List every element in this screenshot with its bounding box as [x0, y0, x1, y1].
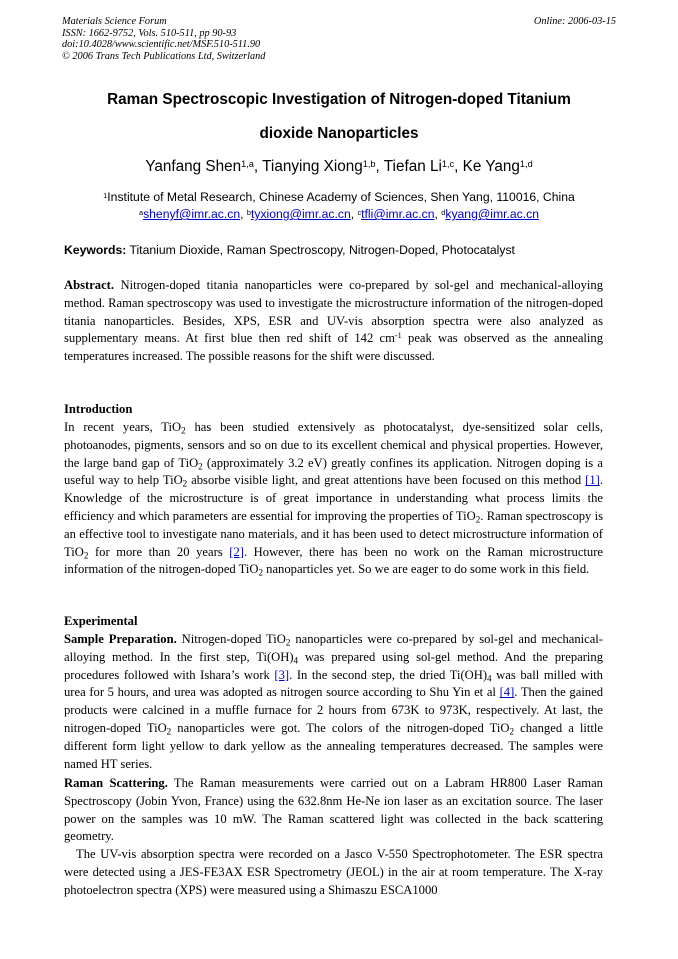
email-sup: b	[246, 207, 251, 217]
raman-scattering-paragraph	[64, 775, 603, 846]
copyright-line: © 2006 Trans Tech Publications Ltd, Switzerland	[62, 50, 266, 62]
affiliation	[62, 190, 616, 204]
subscript: 2	[509, 726, 515, 737]
sample-preparation-label: Sample Preparation.	[64, 632, 177, 646]
email-link[interactable]: shenyf@imr.ac.cn	[143, 207, 241, 221]
email-sup: d	[441, 207, 446, 217]
author-list: Yanfang Shen$^{1,a}$, Tianying Xiong$^{1,b}$, Tiefan Li$^{1,c}$, Ke Yang$^{1,d}$	[145, 158, 533, 175]
author-name: Ke Yang	[462, 158, 520, 175]
sample-preparation-paragraph	[64, 631, 603, 773]
exp-text: Nitrogen-doped TiO	[176, 632, 286, 646]
exp-text: . Then the gained products were calcined in a muffle furnace for 2 hours from 673K to 973K, respectively. At last, the nitrogen-doped TiO	[64, 685, 603, 735]
doi-line: doi:10.4028/www.scientific.net/MSF.510-511.90	[62, 39, 261, 50]
paper-title-line-2: dioxide Nanoparticles	[259, 125, 419, 142]
subscript: 2	[83, 549, 89, 560]
abstract-text: Nitrogen-doped titania nanoparticles were co-prepared by sol-gel and mechanical-alloying method. Raman spectroscopy was used to investigate the microstructure information of the nitrogen-doped titania nanoparticles. Besides, XPS, ESR and UV-vis absorption spectra were also analyzed as supplementary means. At first blue then red shift of 142 cm	[64, 278, 603, 346]
email-sup: a	[138, 207, 144, 217]
paper-title-line-1: Raman Spectroscopic Investigation of Nitrogen-doped Titanium	[107, 91, 571, 108]
intro-text: (approximately 3.2 eV) greatly confines its application. Nitrogen doping is a useful way to help TiO	[64, 455, 603, 488]
exp-text: was ball milled with urea for 5 hours, and urea was adopted as nitrogen source according to Shu Yin et al	[64, 667, 603, 700]
affiliation-text: Institute of Metal Research, Chinese Academy of Sciences, Shen Yang, 110016, China	[107, 190, 575, 204]
author-sup: 1,d	[519, 158, 533, 169]
exp-text: changed a little different form light yellow to dark yellow as the annealing temperatures decreased. The samples were named HT series.	[64, 720, 603, 771]
intro-text: . Knowledge of the microstructure is of great importance in understanding what process limits the efficiency and which parameters are essential for improving the properties of TiO	[64, 473, 603, 523]
citation-link[interactable]: [3]	[274, 667, 290, 682]
abstract-label: Abstract.	[64, 278, 115, 292]
subscript: 4	[293, 655, 299, 666]
subscript: 2	[258, 567, 264, 578]
author-name: Tianying Xiong	[262, 158, 363, 175]
journal-name: Materials Science Forum	[62, 16, 167, 27]
citation-link[interactable]: [1]	[585, 473, 600, 488]
exp-text: . In the second step, the dried Ti(OH)	[289, 667, 488, 682]
subscript: 2	[182, 478, 188, 489]
intro-text: . However, there has been no work on the Raman microstructure information of the nitrogen-doped TiO	[64, 544, 603, 577]
email-list: $^a$shenyf@imr.ac.cn, $^b$tyxiong@imr.ac.cn, $^c$tfli@imr.ac.cn, $^d$kyang@imr.ac.cn	[138, 207, 539, 221]
abstract	[64, 277, 603, 366]
issn-line: ISSN: 1662-9752, Vols. 510-511, pp 90-93	[62, 27, 237, 39]
author-sup: 1,c	[441, 158, 455, 169]
introduction-paragraph	[64, 419, 603, 579]
keywords-text: Titanium Dioxide, Raman Spectroscopy, Nitrogen-Doped, Photocatalyst	[129, 243, 515, 257]
author-sup: 1,b	[362, 158, 376, 169]
citation-link[interactable]: [4]	[499, 685, 515, 700]
uv-vis-paragraph: The UV-vis absorption spectra were recorded on a Jasco V-550 Spectrophotometer. The ESR spectra were detected using a JES-FE3AX ESR Spectrometry (JEOL) in the air at room temperature. The X-ray photoelectron spectra (XPS) were measured using a Shimaszu ESCA1000	[64, 847, 603, 897]
keywords	[64, 243, 614, 257]
unit-sup: -1	[394, 331, 402, 341]
subscript: 2	[475, 514, 481, 525]
keywords-label: Keywords:	[64, 243, 127, 257]
email-link[interactable]: tfli@imr.ac.cn	[361, 207, 435, 221]
experimental-heading: Experimental	[64, 614, 138, 628]
exp-text: was prepared using sol-gel method. And the preparing procedures followed with Ishara’s work	[64, 649, 603, 682]
raman-scattering-label: Raman Scattering.	[64, 776, 168, 790]
abstract-text-cont: peak was observed as the annealing temperatures increased. The possible reasons for the shift were discussed.	[64, 331, 603, 364]
email-link[interactable]: tyxiong@imr.ac.cn	[250, 207, 351, 221]
email-sup: c	[357, 207, 362, 217]
online-date: Online: 2006-03-15	[533, 16, 616, 27]
intro-text: absorbe visible light, and great attentions have been focused on this method	[187, 473, 586, 488]
email-link[interactable]: kyang@imr.ac.cn	[445, 207, 539, 221]
subscript: 2	[166, 726, 172, 737]
intro-text: has been studied extensively as photocatalyst, dye-sensitized solar cells, photoanodes, pigments, sensors and so on due to its excellent chemical and physical properties. However, the large band gap of TiO	[64, 420, 604, 470]
author-name: Yanfang Shen	[145, 158, 242, 175]
author-name: Tiefan Li	[383, 158, 442, 175]
intro-text: nanoparticles yet. So we are eager to do some work in this field.	[263, 562, 590, 577]
intro-text: In recent years, TiO	[64, 420, 182, 434]
citation-link[interactable]: [2]	[229, 544, 244, 559]
introduction-heading: Introduction	[64, 402, 133, 416]
exp-text: nanoparticles were got. The colors of the nitrogen-doped TiO	[171, 720, 510, 735]
subscript: 2	[285, 637, 291, 648]
intro-text: . Raman spectroscopy is an effective tool to investigate nano materials, and it has been used to detect microstructure information of TiO	[64, 508, 604, 559]
raman-text: The Raman measurements were carried out on a Labram HR800 Laser Raman Spectroscopy (Jobin Yvon, France) using the 632.8nm He-Ne ion laser as an excitation source. The laser power on the samples was 10 mW. The Raman scattered light was collected in the back scattering geometry.	[64, 776, 603, 844]
exp-text: nanoparticles were co-prepared by sol-gel and mechanical-alloying method. In the first step, Ti(OH)	[64, 632, 603, 664]
subscript: 4	[487, 672, 492, 683]
subscript: 2	[198, 460, 203, 471]
subscript: 2	[181, 425, 186, 436]
journal-header	[62, 16, 462, 62]
affiliation-sup: 1	[103, 190, 108, 200]
intro-text: for more than 20 years	[88, 544, 230, 559]
author-sup: 1,a	[241, 158, 254, 169]
